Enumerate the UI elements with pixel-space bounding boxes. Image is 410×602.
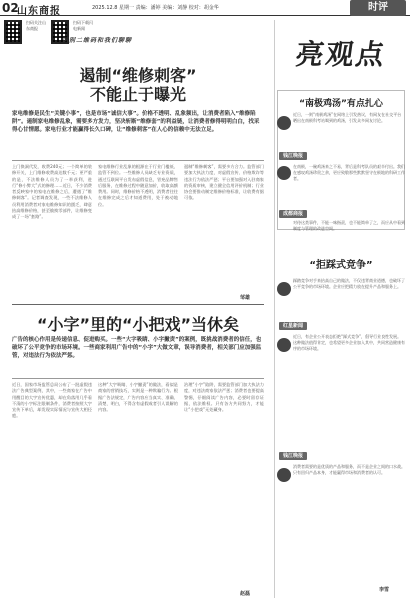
article2-title: “小字”里的“小把戏”当休矣 (36, 315, 240, 334)
article2-lead: 广告的核心作用是传递信息、促进购买。一些“大字吸睛、小字撇责”的案例，既挑战消费者的信任，也破坏了公平竞争的市场环境。一些商家利用广告中的“小字”大做文章，误导消费者，相关部门应加强监管，对违法行为依法严惩。 (12, 337, 262, 359)
opinion1-text: 近日，一则“南极鸡汤”在网络上引发热议，有网友在社交平台晒出在南极科考站喝到的鸡汤，引发众多网友讨论。 (293, 112, 402, 123)
divider (12, 378, 264, 379)
article1-body (12, 164, 264, 294)
qr-banner: 识别二维码和我们聊聊 (62, 37, 133, 44)
qr-code-icon[interactable] (4, 20, 22, 44)
source-tag-2: 成都商报 (279, 210, 307, 218)
article1-title-line1: 遏制“维修刺客” (79, 66, 197, 85)
qr-label-1: 扫码关注山东商报 (26, 20, 46, 31)
article2-byline: 赵磊 (240, 591, 251, 597)
date-line: 2025.12.8 星期一 责编：潘婷 美编：刘静 校对：胡金华 (92, 5, 219, 11)
commenter-avatar-icon (277, 282, 291, 296)
page-header (0, 0, 410, 16)
section-label: 时评 (350, 0, 406, 16)
opinion3-text: 踩踏竞争对手来抬高自己的做法，不仅违背商业道德，也破坏了公平竞争的市场环境。企业应把精力放在提升产品和服务上。 (293, 278, 405, 289)
opinion4-text: 近日，有企业公开表态拒绝“踩式竞争”，倡导行业良性发展。这种做法值得肯定，也希望更多企业加入其中，共同营造健康有序的市场环境。 (293, 334, 405, 351)
article1-title-line2: 不能止于曝光 (89, 85, 186, 104)
commenter-avatar-icon (277, 468, 291, 482)
source-tag-4: 钱江晚报 (279, 452, 307, 460)
article1-col1: 上门换洞代发，收费240元；一个简单的装修开关，上门维修收费高达数千元；更严重的是，不法维修人员为了一举获利，进行“修小弊大”式的修理……近日，不少消费者反映家中的家电在维修之后，遭遇了“维修刺客”。记者调查发现，一些不法维修人员利用消费者对家电维修知识的匮乏，肆意抬高维修价格，甚至偷换零部件，让维修变成了一场“套路”。 (12, 164, 92, 220)
article1-col3: 遏制“维修刺客”，需要多方合力。监管部门要加大执法力度，对虚假宣传、价格欺诈等违法行为依法严惩；平台要加强对入驻商家的资质审核，建立健全信用评价机制；行业协会要推动制定维修价格标准，让收费有据可依。 (184, 164, 264, 201)
right-byline: 李雪 (379, 587, 390, 593)
divider (12, 160, 264, 161)
opinion1b-text: 在南极，一碗鸡汤来之不易，背后是科考队员的艰辛付出。我们在感叹鸡汤珍贵之余，更应致敬那些默默坚守在极地的科研工作者。 (293, 164, 405, 181)
qr-label-2: 扫码下载闪电新闻 (73, 20, 93, 31)
article1-lead: 家电维修是民生“关键小事”，也是市场“诚信大事”。价格不透明、乱象频出，让消费者陷入“维修陷阱”。遏制家电维修乱象，需要多方发力，坚决斩断“维修套”的利益链，让消费者修得明明白白，找采得心甘情愿。家电行业才能赢得长久口碑，让“维修刺客”在人心的信赖中无法立足。 (12, 111, 260, 133)
page-number: 02 (2, 1, 19, 15)
source-tag-1: 钱江晚报 (279, 152, 307, 160)
commenter-avatar-icon (277, 338, 291, 352)
commenter-avatar-icon (277, 116, 291, 130)
opinion2-title: “拒踩式竞争” (309, 260, 373, 271)
article2-body (12, 382, 264, 588)
paper-name: 山东商报 (17, 6, 61, 17)
article2-col3: 治理“小字”陷阱，需要监管部门加大执法力度，对违法商家依法严惩；消费者也要提高警惕，仔细阅读广告内容，必要时留存证据，依法维权。只有各方共同努力，才能让“小把戏”无处藏身。 (184, 382, 264, 413)
opinion5-text: 消费者需要的是优质的产品和服务，而不是企业之间的口水战。只有回归产品本身，才能赢得市场和消费者的认可。 (293, 464, 405, 475)
article1-byline: 邹雄 (240, 295, 251, 301)
article2-col1: 近日，国家市场监管总局公布了一批虚假违法广告典型案例，其中，一些商家在广告中用醒目的大字宣传优惠，却在角落用几乎看不清的小字标注限制条件，消费者按照大字宣传下单后，却发现实际情况与宣传大相径庭。 (12, 382, 92, 419)
article1-title (20, 66, 256, 104)
divider (12, 304, 264, 305)
article1-col2: 家电维修行业乱象的根源在于行业门槛低、监管不到位。一些维修人员缺乏专业资质，通过互联网平台发布虚假信息，冒充品牌售后服务，在维修过程中随意加价，收取高额费用。同时，维修价格不透明，消费者往往在维修完成之后才知道费用，处于被动地位。 (98, 164, 178, 207)
source-tag-3: 红星新闻 (279, 322, 307, 330)
commenter-avatar-icon (277, 166, 291, 180)
article2-col2: 这种“大字吸睛、小字撇责”的做法，看似是商家的营销技巧，实则是一种欺骗行为。根据广告法规定，广告内容应当真实、准确、清楚、明白，不得含有虚假或者引人误解的内容。 (98, 382, 178, 413)
opinion-box-1 (277, 90, 405, 230)
opinion1-title: “南极鸡汤”有点扎心 (299, 99, 383, 109)
opinion-banner (275, 20, 407, 86)
right-column (274, 20, 406, 598)
opinion2-text: 对待这类事件，不能一味指责，也不能简单了之，而应从中看到制度与管理的改进空间。 (293, 220, 405, 231)
opinion-banner-word: 亮观点 (293, 38, 389, 71)
